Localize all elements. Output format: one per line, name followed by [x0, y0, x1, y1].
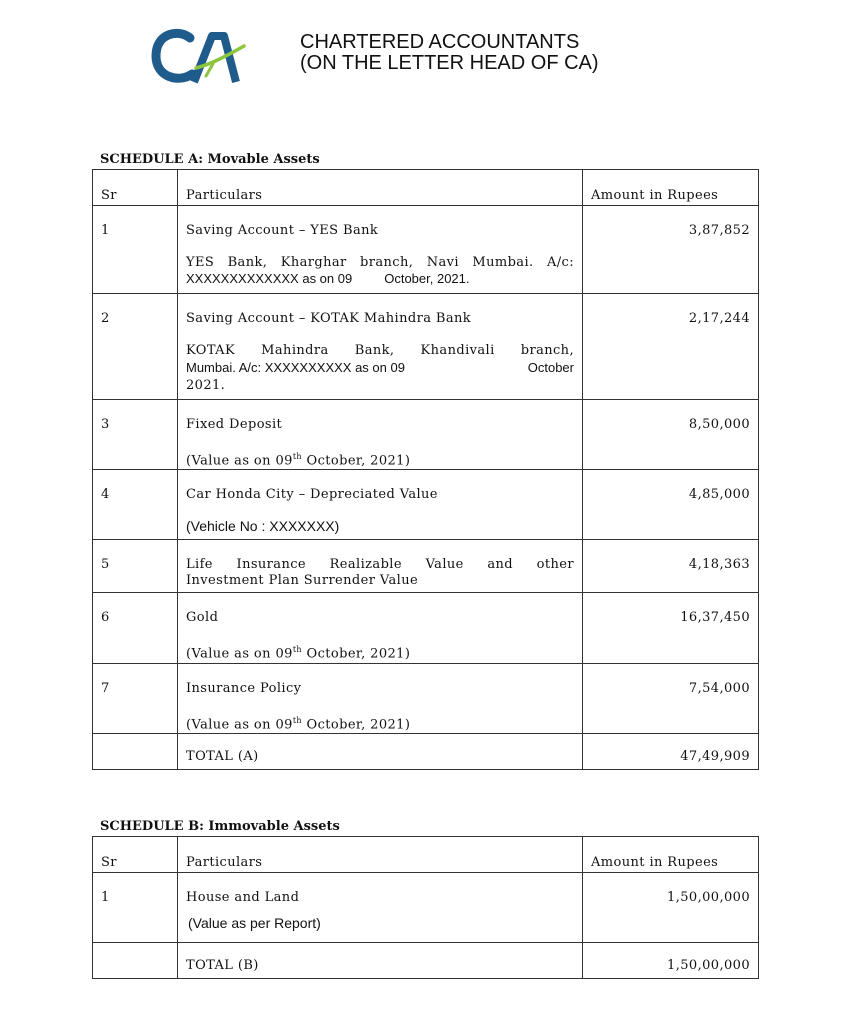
row-detail: 2021. — [186, 378, 226, 393]
row-title: Fixed Deposit — [186, 417, 283, 432]
row-detail: (Value as on 09th October, 2021) — [186, 645, 411, 662]
total-row — [93, 733, 759, 769]
row-amount: 4,18,363 — [688, 557, 750, 573]
letterhead-title — [300, 32, 599, 74]
row-detail: KOTAK Mahindra Bank, Khandivali branch, — [186, 343, 574, 358]
table-row — [93, 663, 759, 733]
col-header-amount: Amount in Rupees — [583, 170, 759, 206]
total-label: TOTAL (A) — [178, 733, 583, 769]
row-detail: (Value as on 09th October, 2021) — [186, 715, 411, 732]
table-row — [93, 470, 759, 540]
row-title: Car Honda City – Depreciated Value — [186, 487, 438, 503]
total-amount: 47,49,909 — [583, 733, 759, 769]
row-amount: 2,17,244 — [688, 311, 750, 326]
row-detail: October — [527, 360, 574, 375]
row-sr: 2 — [101, 311, 110, 326]
table-row — [93, 206, 759, 294]
table-row — [93, 873, 759, 943]
row-amount: 7,54,000 — [688, 680, 750, 696]
table-row — [93, 294, 759, 400]
row-title: Saving Account – YES Bank — [186, 223, 379, 238]
row-amount: 8,50,000 — [688, 417, 750, 432]
col-header-sr: Sr — [93, 837, 178, 873]
row-title: Life Insurance Realizable Value and other — [186, 557, 574, 573]
table-header-row — [93, 837, 759, 873]
row-sr: 1 — [101, 890, 110, 905]
row-amount: 3,87,852 — [688, 223, 750, 238]
row-sr: 4 — [101, 487, 110, 503]
table-row — [93, 540, 759, 593]
row-sr: 3 — [101, 417, 110, 432]
col-header-sr: Sr — [93, 170, 178, 206]
schedule-b-title: SCHEDULE B: Immovable Assets — [100, 819, 340, 834]
table-header-row — [93, 170, 759, 206]
row-title: Insurance Policy — [186, 680, 302, 696]
row-detail: (Vehicle No : XXXXXXX) — [186, 518, 340, 535]
schedule-b-table — [92, 836, 759, 979]
row-sr: 6 — [101, 610, 110, 626]
row-detail: XXXXXXXXXXXXX as on 09 — [186, 271, 353, 286]
row-title: House and Land — [186, 890, 300, 905]
table-row — [93, 400, 759, 470]
row-sr: 7 — [101, 680, 110, 696]
row-detail: Mumbai. A/c: XXXXXXXXXX as on 09 — [186, 360, 405, 375]
row-detail: October, 2021. — [384, 271, 470, 286]
total-label: TOTAL (B) — [178, 943, 583, 979]
row-title: Saving Account – KOTAK Mahindra Bank — [186, 311, 472, 326]
letterhead-line-2: (ON THE LETTER HEAD OF CA) — [300, 52, 599, 74]
row-detail: (Value as on 09th October, 2021) — [186, 452, 411, 469]
total-amount: 1,50,00,000 — [583, 943, 759, 979]
row-detail: Investment Plan Surrender Value — [186, 573, 419, 589]
row-amount: 4,85,000 — [688, 487, 750, 503]
ca-logo — [150, 28, 246, 86]
col-header-amount: Amount in Rupees — [583, 837, 759, 873]
row-title: Gold — [186, 610, 219, 626]
col-header-particulars: Particulars — [178, 837, 583, 873]
col-header-particulars: Particulars — [178, 170, 583, 206]
row-detail: (Value as per Report) — [188, 915, 321, 931]
total-row — [93, 943, 759, 979]
schedule-a-table — [92, 169, 759, 770]
row-detail: YES Bank, Kharghar branch, Navi Mumbai. A/c: — [186, 255, 574, 270]
letterhead-line-1: CHARTERED ACCOUNTANTS — [300, 31, 580, 53]
schedule-a-title: SCHEDULE A: Movable Assets — [100, 152, 320, 167]
row-amount: 1,50,00,000 — [667, 890, 750, 905]
row-sr: 5 — [101, 557, 110, 573]
row-sr: 1 — [101, 223, 110, 238]
row-amount: 16,37,450 — [680, 610, 750, 626]
table-row — [93, 593, 759, 663]
